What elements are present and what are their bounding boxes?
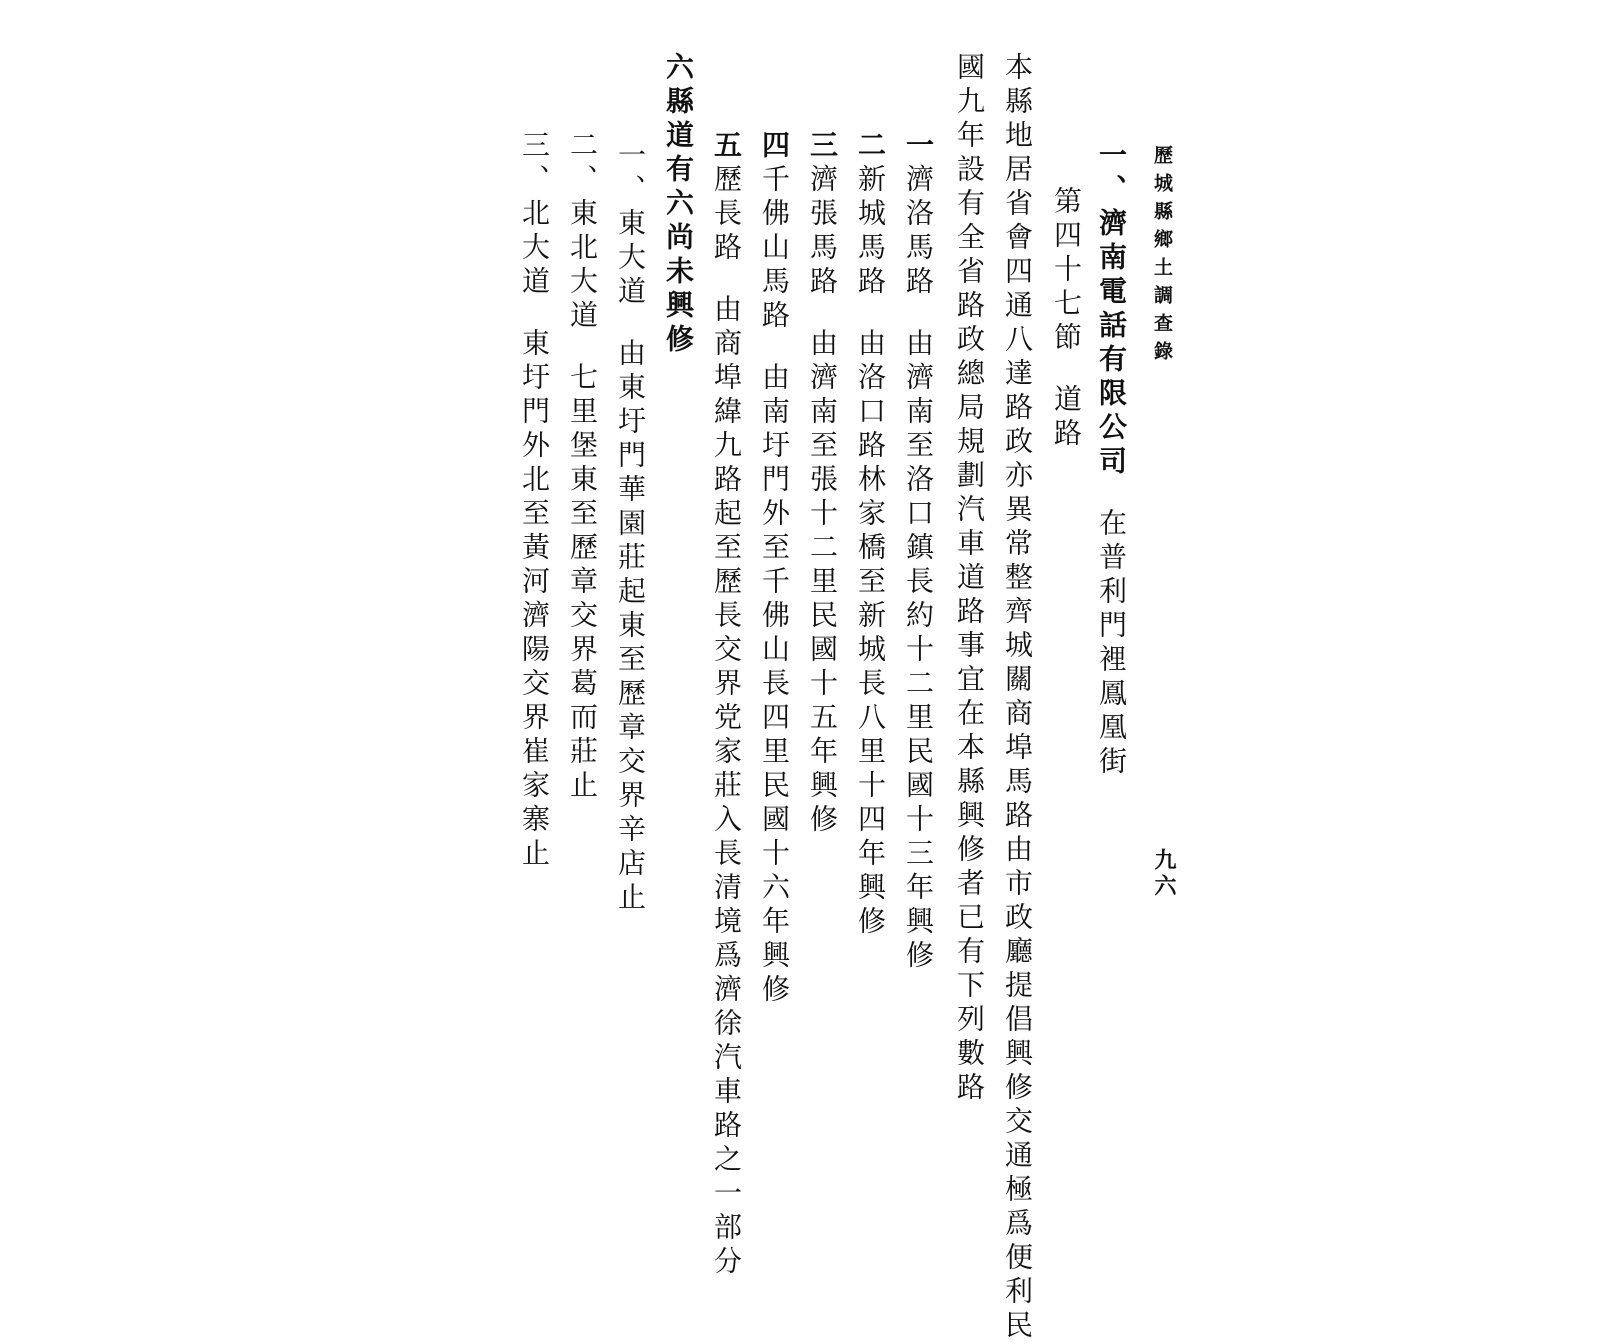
road-description: 由濟南至張十二里民國十五年興修 bbox=[806, 328, 839, 838]
road-name: 濟洛馬路 bbox=[902, 164, 935, 300]
unbuilt-road-name: 北大道 bbox=[518, 198, 551, 300]
company-location: 在普利門裡鳳凰街 bbox=[1095, 508, 1128, 780]
unbuilt-road-description: 由東圩門華園莊起東至歷章交界辛店止 bbox=[614, 338, 647, 916]
section-title: 第四十七節 bbox=[1050, 186, 1083, 356]
road-description: 由商埠緯九路起至歷長交界党家莊入長清境爲濟徐汽車路之一部分 bbox=[710, 294, 743, 1280]
unbuilt-roads-heading: 六縣道有六尚未興修 bbox=[662, 52, 695, 358]
unbuilt-road-number: 二、 bbox=[566, 130, 599, 198]
road-name: 千佛山馬路 bbox=[758, 164, 791, 334]
unbuilt-road-entry bbox=[520, 52, 576, 872]
unbuilt-road-description: 七里堡東至歷章交界葛而莊止 bbox=[566, 362, 599, 804]
unbuilt-road-name: 東大道 bbox=[614, 208, 647, 310]
unbuilt-road-number: 三、 bbox=[518, 130, 551, 198]
road-entry bbox=[904, 52, 960, 974]
section-heading bbox=[1052, 108, 1108, 452]
road-number: 一 bbox=[902, 130, 935, 164]
company-name: 濟南電話有限公司 bbox=[1095, 208, 1128, 480]
intro-line-2: 國九年設有全省路政總局規劃汽車道路事宜在本縣興修者已有下列數路 bbox=[953, 52, 986, 1106]
road-name: 歷長路 bbox=[710, 164, 743, 266]
road-description: 由濟南至洛口鎮長約十二里民國十三年興修 bbox=[902, 328, 935, 974]
road-entry bbox=[712, 52, 768, 1280]
road-entry bbox=[760, 52, 816, 1008]
road-name: 新城馬路 bbox=[854, 164, 887, 300]
road-number: 四 bbox=[758, 130, 791, 164]
unbuilt-road-description: 東圩門外北至黃河濟陽交界崔家寨止 bbox=[518, 328, 551, 872]
running-header-title: 歷城縣鄉土調查錄 bbox=[1151, 145, 1173, 369]
road-number: 二 bbox=[854, 130, 887, 164]
unbuilt-road-number: 一、 bbox=[614, 140, 647, 208]
road-entry bbox=[856, 52, 912, 940]
unbuilt-road-entry bbox=[568, 52, 624, 804]
company-number: 一、 bbox=[1095, 140, 1128, 208]
section-subject: 道路 bbox=[1050, 384, 1083, 452]
road-entry bbox=[808, 52, 864, 838]
road-description: 由洛口路林家橋至新城長八里十四年興修 bbox=[854, 328, 887, 940]
unbuilt-road-name: 東北大道 bbox=[566, 198, 599, 334]
intro-line-1: 本縣地居省會四通八達路政亦異常整齊城關商埠馬路由市政廳提倡興修交通極爲便利民 bbox=[1001, 52, 1034, 1344]
road-number: 五 bbox=[710, 130, 743, 164]
road-number: 三 bbox=[806, 130, 839, 164]
unbuilt-road-entry bbox=[616, 62, 672, 916]
road-description: 由南圩門外至千佛山長四里民國十六年興修 bbox=[758, 362, 791, 1008]
road-name: 濟張馬路 bbox=[806, 164, 839, 300]
page-number: 九六 bbox=[1151, 848, 1177, 900]
